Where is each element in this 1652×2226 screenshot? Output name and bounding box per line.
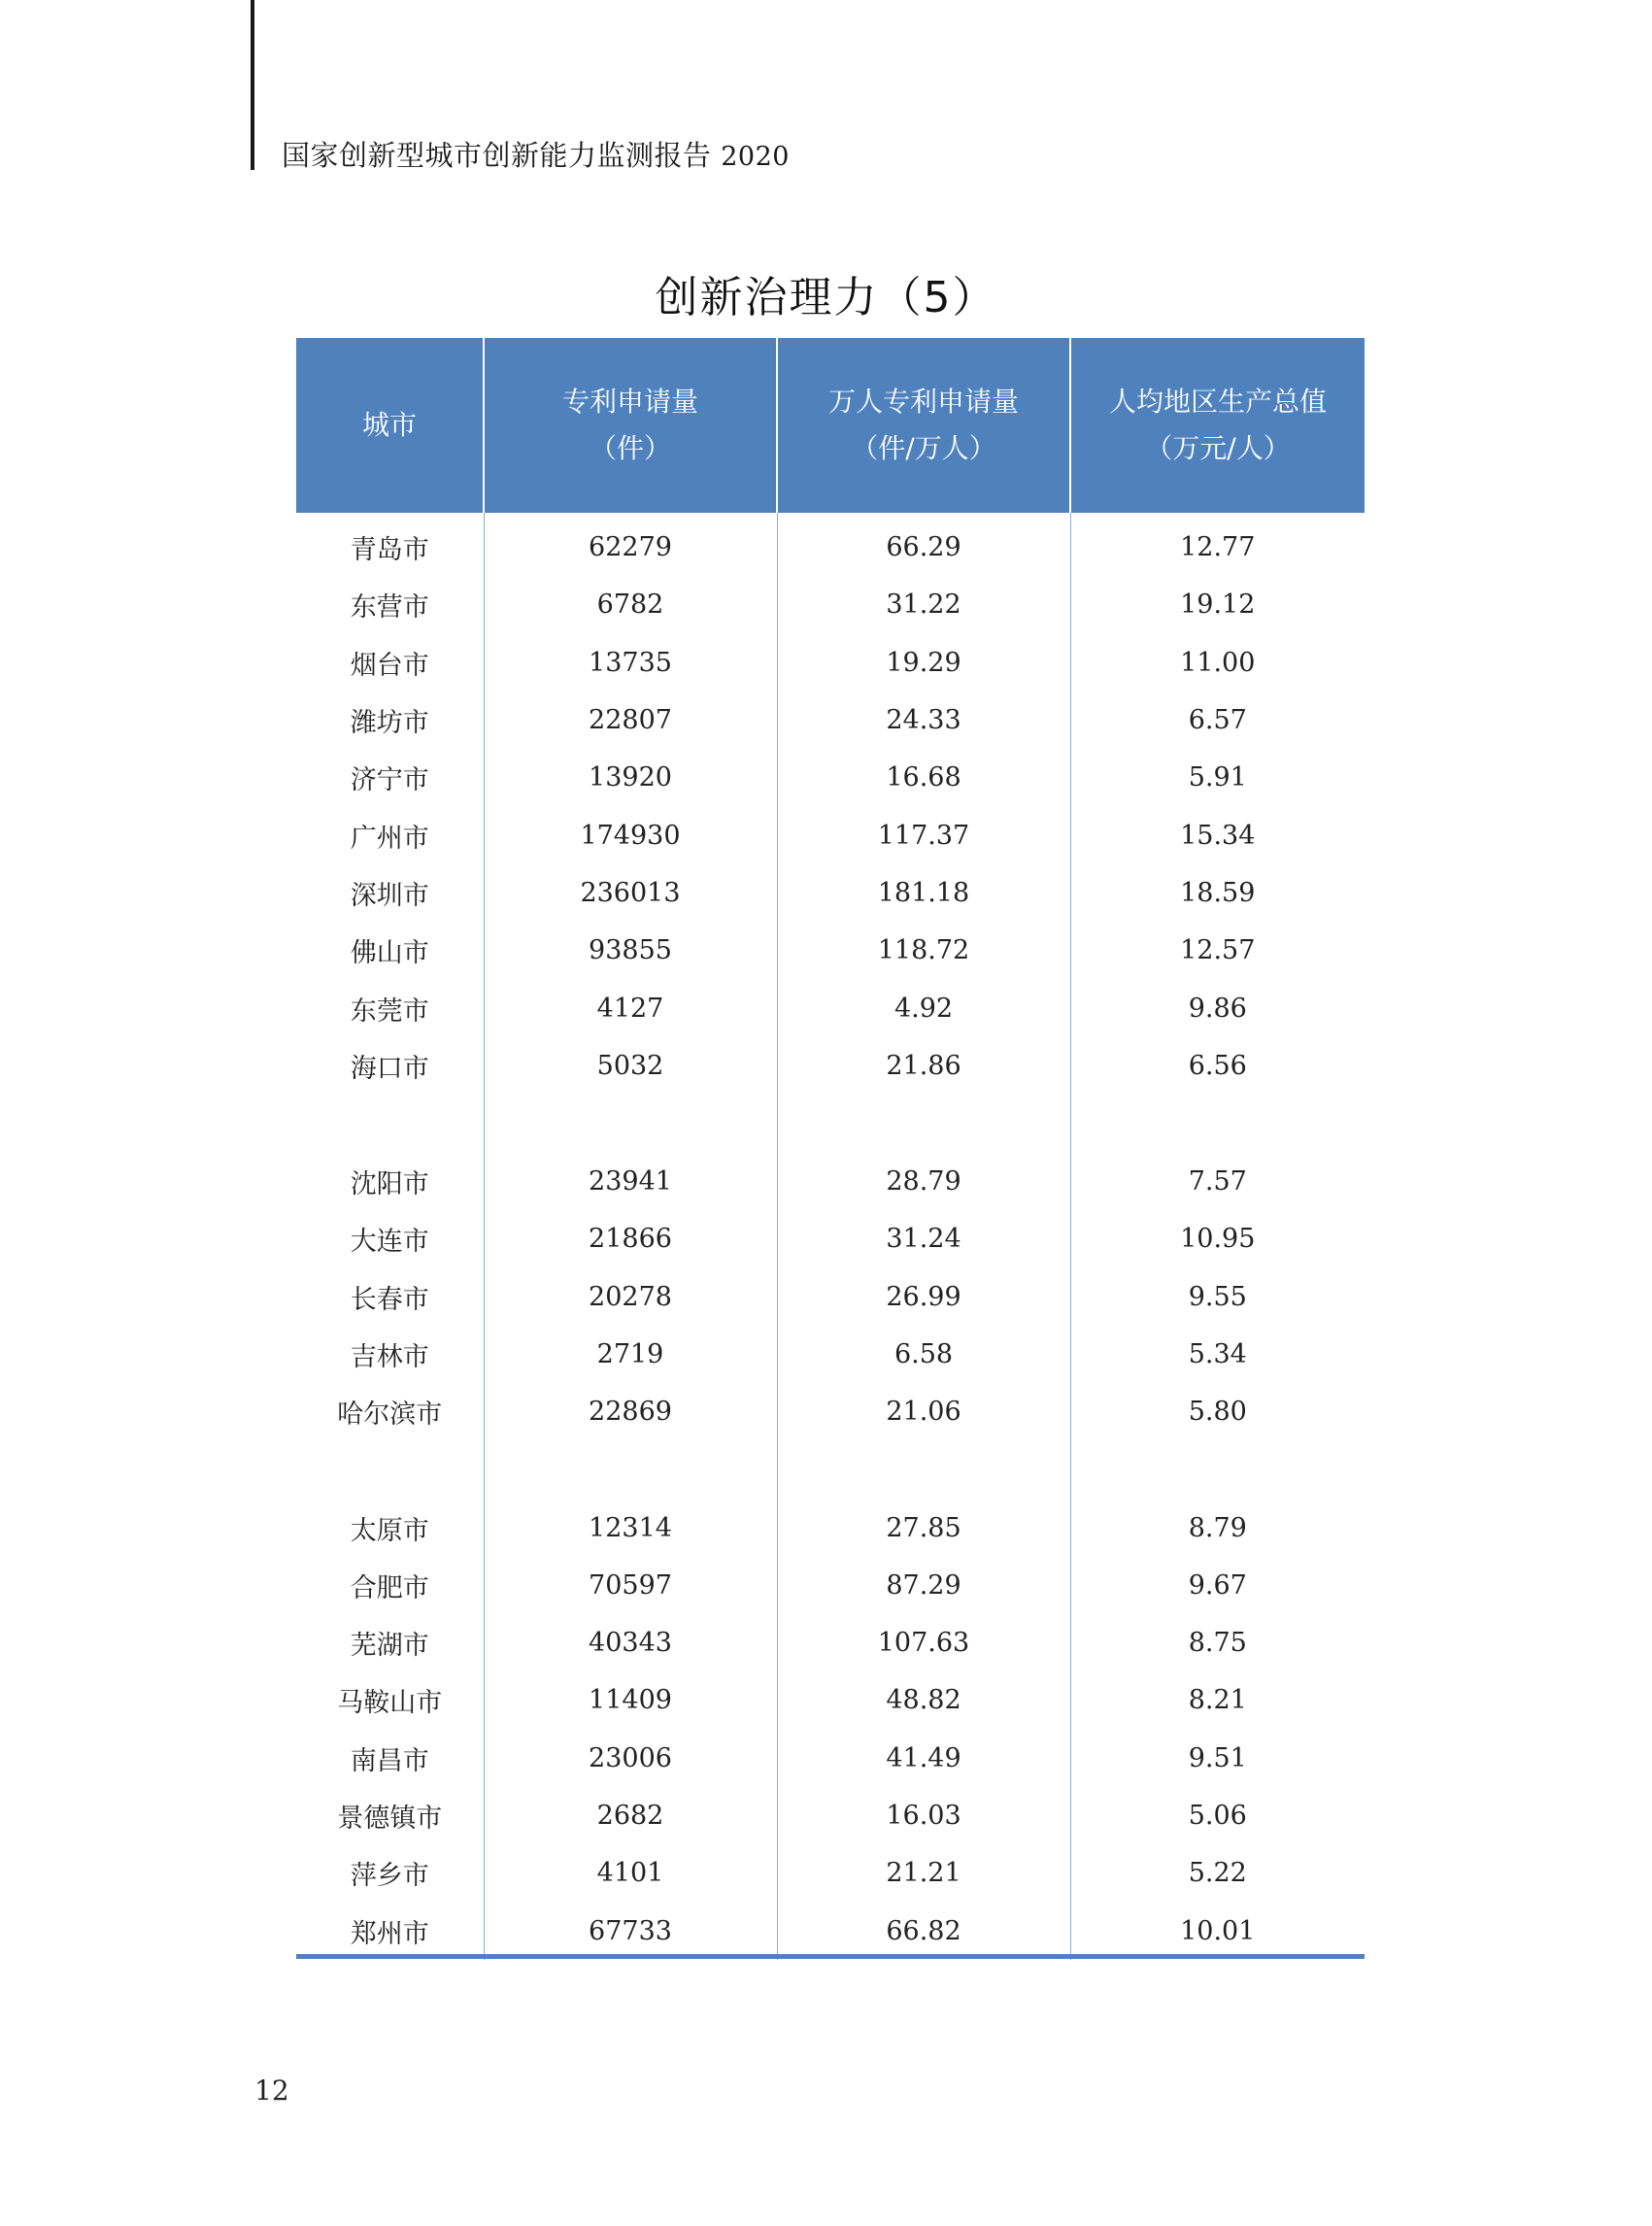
cell-city: 大连市 (350, 1227, 429, 1258)
cell-patents-per-10k: 16.68 (777, 749, 1070, 806)
cell-gdp-per-capita: 5.91 (1070, 749, 1365, 806)
cell-patents-per-10k: 19.29 (777, 634, 1070, 691)
table-header-row (296, 338, 1365, 513)
table-row (296, 1268, 1365, 1326)
table-row (296, 1614, 1365, 1671)
cell-city: 南昌市 (350, 1745, 429, 1776)
cell-city: 萍乡市 (350, 1861, 429, 1892)
cell-patent-applications: 22869 (484, 1383, 777, 1440)
table-row (296, 749, 1365, 806)
cell-city: 海口市 (350, 1053, 429, 1084)
cell-gdp-per-capita: 8.21 (1070, 1671, 1365, 1729)
cell-gdp-per-capita: 5.80 (1070, 1383, 1365, 1440)
cell-patent-applications: 4101 (484, 1844, 777, 1902)
cell-gdp-per-capita: 6.56 (1070, 1037, 1365, 1095)
cell-city: 景德镇市 (337, 1804, 443, 1835)
cell-gdp-per-capita: 10.01 (1070, 1903, 1365, 1960)
table-spacer-row (296, 1095, 1365, 1153)
cell-patents-per-10k: 31.22 (777, 576, 1070, 633)
cell-patents-per-10k: 31.24 (777, 1210, 1070, 1267)
cell-gdp-per-capita: 5.34 (1070, 1326, 1365, 1383)
cell-patents-per-10k: 21.21 (777, 1844, 1070, 1902)
cell-city: 太原市 (350, 1515, 429, 1546)
cell-patents-per-10k: 16.03 (777, 1787, 1070, 1844)
cell-patent-applications: 174930 (484, 806, 777, 863)
running-header-year: 2020 (721, 142, 790, 172)
column-header-line: 城市 (361, 409, 417, 441)
cell-city: 长春市 (350, 1284, 429, 1315)
column-header-patents-per-10k (777, 338, 1070, 513)
table-row (296, 513, 1365, 576)
page-number: 12 (254, 2074, 289, 2107)
table-row (296, 1153, 1365, 1210)
cell-gdp-per-capita: 9.86 (1070, 979, 1365, 1036)
cell-patent-applications: 13920 (484, 749, 777, 806)
cell-patent-applications: 13735 (484, 634, 777, 691)
cell-gdp-per-capita (1070, 1440, 1365, 1499)
cell-city: 合肥市 (350, 1572, 429, 1603)
cell-city: 烟台市 (350, 650, 429, 681)
cell-gdp-per-capita: 18.59 (1070, 864, 1365, 922)
column-header-unit: （件） (589, 432, 671, 464)
cell-patents-per-10k: 66.29 (777, 513, 1070, 576)
cell-patent-applications (484, 1440, 777, 1499)
table-row (296, 1730, 1365, 1787)
table-row (296, 1557, 1365, 1614)
cell-patent-applications: 67733 (484, 1903, 777, 1960)
cell-patent-applications: 23006 (484, 1730, 777, 1787)
column-header-line: 人均地区生产总值 (1108, 386, 1327, 418)
running-header-title: 国家创新型城市创新能力监测报告 (282, 139, 712, 172)
cell-patents-per-10k: 87.29 (777, 1557, 1070, 1614)
column-header-city (296, 338, 484, 513)
cell-city: 哈尔滨市 (337, 1400, 443, 1431)
cell-patents-per-10k: 107.63 (777, 1614, 1070, 1671)
cell-city: 广州市 (350, 823, 429, 854)
cell-gdp-per-capita: 19.12 (1070, 576, 1365, 633)
cell-gdp-per-capita: 11.00 (1070, 634, 1365, 691)
cell-gdp-per-capita: 7.57 (1070, 1153, 1365, 1210)
cell-patents-per-10k: 26.99 (777, 1268, 1070, 1326)
table-row (296, 922, 1365, 979)
cell-patents-per-10k: 4.92 (777, 979, 1070, 1036)
table-row (296, 1903, 1365, 1960)
cell-city: 潍坊市 (350, 708, 429, 739)
cell-city: 济宁市 (350, 765, 429, 796)
cell-patent-applications: 236013 (484, 864, 777, 922)
cell-patent-applications (484, 1095, 777, 1153)
cell-patent-applications: 23941 (484, 1153, 777, 1210)
cell-patents-per-10k: 24.33 (777, 691, 1070, 749)
cell-patents-per-10k: 181.18 (777, 864, 1070, 922)
cell-patents-per-10k: 118.72 (777, 922, 1070, 979)
table-row (296, 1326, 1365, 1383)
cell-gdp-per-capita: 5.06 (1070, 1787, 1365, 1844)
running-header (282, 134, 790, 174)
column-header-unit: （件/万人） (851, 432, 996, 464)
cell-city: 东莞市 (350, 995, 429, 1027)
cell-gdp-per-capita: 15.34 (1070, 806, 1365, 863)
cell-patents-per-10k: 21.86 (777, 1037, 1070, 1095)
cell-gdp-per-capita: 12.77 (1070, 513, 1365, 576)
cell-gdp-per-capita (1070, 1095, 1365, 1153)
cell-patent-applications: 2682 (484, 1787, 777, 1844)
table-row (296, 864, 1365, 922)
table-row (296, 1671, 1365, 1729)
table-row (296, 1499, 1365, 1556)
cell-patents-per-10k: 6.58 (777, 1326, 1070, 1383)
cell-city: 芜湖市 (350, 1631, 429, 1662)
table-row (296, 1844, 1365, 1902)
table-row (296, 1210, 1365, 1267)
header-vertical-rule (251, 0, 254, 170)
cell-patent-applications: 22807 (484, 691, 777, 749)
table-row (296, 691, 1365, 749)
cell-gdp-per-capita: 9.67 (1070, 1557, 1365, 1614)
cell-patent-applications: 20278 (484, 1268, 777, 1326)
cell-patent-applications: 40343 (484, 1614, 777, 1671)
cell-gdp-per-capita: 9.55 (1070, 1268, 1365, 1326)
cell-city: 东营市 (350, 592, 429, 624)
cell-city: 深圳市 (350, 880, 429, 911)
cell-gdp-per-capita: 8.79 (1070, 1499, 1365, 1556)
cell-patents-per-10k: 28.79 (777, 1153, 1070, 1210)
cell-gdp-per-capita: 10.95 (1070, 1210, 1365, 1267)
cell-city: 佛山市 (350, 938, 429, 969)
cell-city (296, 1440, 484, 1499)
table-row (296, 1383, 1365, 1440)
column-header-unit: （万元/人） (1145, 432, 1291, 464)
table-spacer-row (296, 1440, 1365, 1499)
cell-city: 沈阳市 (350, 1169, 429, 1200)
cell-patent-applications: 11409 (484, 1671, 777, 1729)
column-header-gdp-per-capita (1070, 338, 1365, 513)
table-row (296, 806, 1365, 863)
table-row (296, 1787, 1365, 1844)
column-header-line: 万人专利申请量 (827, 386, 1019, 418)
cell-patents-per-10k: 48.82 (777, 1671, 1070, 1729)
cell-city (296, 1095, 484, 1153)
table-bottom-rule (296, 1954, 1365, 1959)
cell-patent-applications: 93855 (484, 922, 777, 979)
cell-patent-applications: 4127 (484, 979, 777, 1036)
cell-patent-applications: 12314 (484, 1499, 777, 1556)
cell-patents-per-10k: 117.37 (777, 806, 1070, 863)
cell-patents-per-10k: 27.85 (777, 1499, 1070, 1556)
cell-gdp-per-capita: 5.22 (1070, 1844, 1365, 1902)
cell-patent-applications: 62279 (484, 513, 777, 576)
table-row (296, 979, 1365, 1036)
cell-patent-applications: 2719 (484, 1326, 777, 1383)
cell-patents-per-10k (777, 1440, 1070, 1499)
table-row (296, 576, 1365, 633)
innovation-governance-table (296, 338, 1365, 1960)
cell-patents-per-10k: 41.49 (777, 1730, 1070, 1787)
cell-gdp-per-capita: 12.57 (1070, 922, 1365, 979)
cell-city: 郑州市 (350, 1918, 429, 1949)
cell-gdp-per-capita: 8.75 (1070, 1614, 1365, 1671)
column-header-line: 专利申请量 (561, 386, 698, 418)
cell-gdp-per-capita: 9.51 (1070, 1730, 1365, 1787)
cell-patents-per-10k: 66.82 (777, 1903, 1070, 1960)
cell-patents-per-10k (777, 1095, 1070, 1153)
cell-patent-applications: 5032 (484, 1037, 777, 1095)
cell-city: 马鞍山市 (337, 1688, 443, 1719)
column-header-patent-applications (484, 338, 777, 513)
cell-patents-per-10k: 21.06 (777, 1383, 1070, 1440)
cell-city: 吉林市 (350, 1342, 429, 1372)
cell-patent-applications: 6782 (484, 576, 777, 633)
cell-gdp-per-capita: 6.57 (1070, 691, 1365, 749)
cell-patent-applications: 70597 (484, 1557, 777, 1614)
table-title: 创新治理力（5） (655, 273, 997, 322)
table-row (296, 1037, 1365, 1095)
cell-city: 青岛市 (350, 535, 429, 566)
table-row (296, 634, 1365, 691)
cell-patent-applications: 21866 (484, 1210, 777, 1267)
